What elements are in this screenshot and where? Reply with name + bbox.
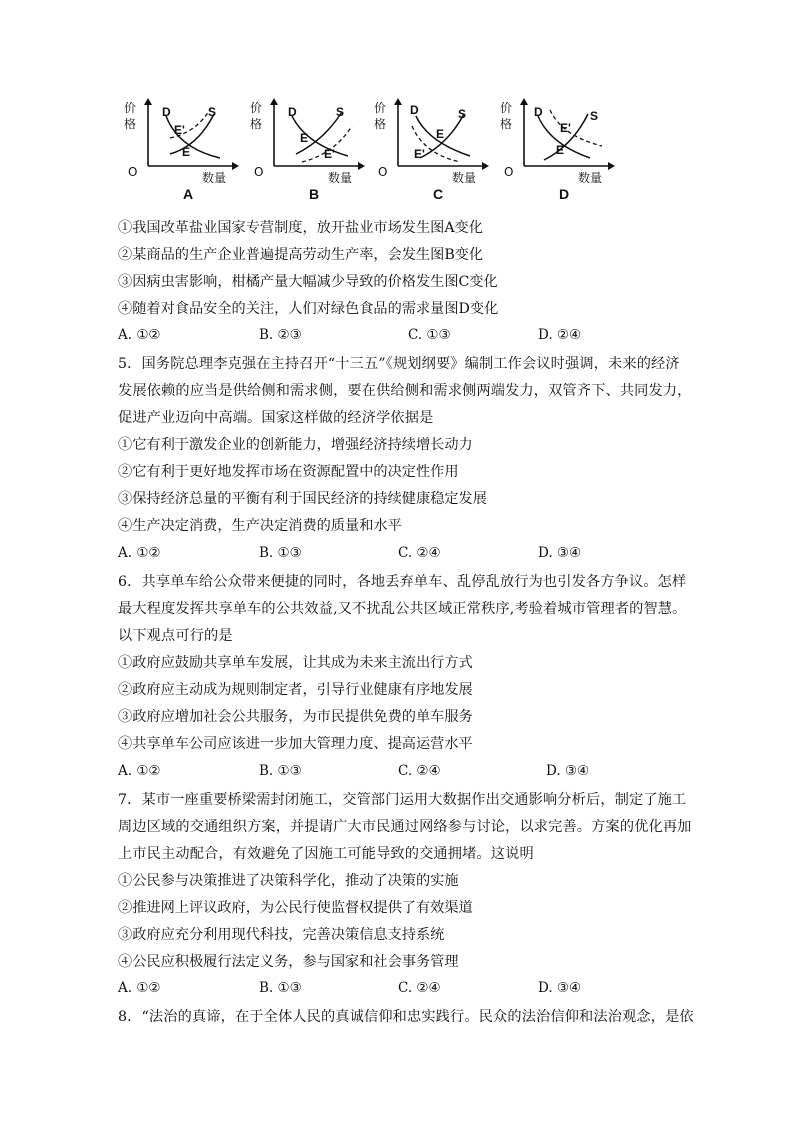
option-b[interactable]: B. ①③ xyxy=(259,980,302,996)
new-equilibrium-label: E' xyxy=(324,147,335,161)
figure-b-graph xyxy=(244,96,362,184)
option-d[interactable]: D. ②④ xyxy=(538,327,582,343)
figure-c xyxy=(368,96,486,206)
option-c[interactable]: C. ②④ xyxy=(398,545,441,561)
y-axis-label-bottom: 格 xyxy=(250,117,263,131)
q7-item-3: ③政府应充分利用现代科技，完善决策信息支持系统 xyxy=(118,927,445,943)
q4-item-4: ④随着对食品安全的关注，人们对绿色食品的需求量图D变化 xyxy=(118,301,499,317)
y-axis-label-bottom: 格 xyxy=(124,117,137,131)
q5-item-3: ③保持经济总量的平衡有利于国民经济的持续健康稳定发展 xyxy=(118,491,487,507)
q5-stem-line-1: 5．国务院总理李克强在主持召开“十三五”《规划纲要》编制工作会议时强调，未来的经济 xyxy=(118,356,680,372)
q5-item-2: ②它有利于更好地发挥市场在资源配置中的决定性作用 xyxy=(118,464,459,480)
demand-label: D xyxy=(410,103,419,117)
q5-item-4: ④生产决定消费，生产决定消费的质量和水平 xyxy=(118,518,402,534)
option-a[interactable]: A. ①② xyxy=(118,980,161,996)
q7-item-1: ①公民参与决策推进了决策科学化，推动了决策的实施 xyxy=(118,873,459,889)
figure-caption: B xyxy=(308,186,320,202)
equilibrium-label: E xyxy=(300,131,309,145)
q5-stem-line-2: 发展依赖的应当是供给侧和需求侧，要在供给侧和需求侧两端发力，双管齐下、共同发力， xyxy=(118,383,692,399)
option-b[interactable]: B. ①③ xyxy=(259,763,302,779)
option-a[interactable]: A. ①② xyxy=(118,763,161,779)
equilibrium-label: E xyxy=(556,143,565,157)
option-d[interactable]: D. ③④ xyxy=(538,980,582,996)
demand-label: D xyxy=(288,105,297,119)
option-c[interactable]: C. ①③ xyxy=(408,327,451,343)
y-axis-label-top: 价 xyxy=(250,101,263,115)
y-axis-label-top: 价 xyxy=(124,101,137,115)
q6-stem-line-1: 6．共享单车给公众带来便捷的同时，各地丢弃单车、乱停乱放行为也引发各方争议。怎样 xyxy=(118,574,687,590)
origin-label: O xyxy=(378,165,388,179)
q7-stem-line-2: 周边区域的交通组织方案，并提请广大市民通过网络参与讨论，以求完善。方案的优化再加 xyxy=(118,819,692,835)
q6-item-1: ①政府应鼓励共享单车发展，让其成为未来主流出行方式 xyxy=(118,655,473,671)
y-axis-label-top: 价 xyxy=(374,101,387,115)
x-axis-label: 数量 xyxy=(578,171,603,185)
origin-label: O xyxy=(254,165,264,179)
option-a[interactable]: A. ①② xyxy=(118,545,161,561)
option-c[interactable]: C. ②④ xyxy=(398,763,441,779)
figure-caption: C xyxy=(432,186,444,202)
q7-item-4: ④公民应积极履行法定义务，参与国家和社会事务管理 xyxy=(118,954,459,970)
y-axis-label-bottom: 格 xyxy=(374,117,387,131)
equilibrium-label: E xyxy=(182,145,191,159)
figure-caption: A xyxy=(182,186,194,202)
y-axis-label-bottom: 格 xyxy=(500,117,513,131)
origin-label: O xyxy=(504,165,514,179)
figure-caption: D xyxy=(558,186,570,202)
figure-d-graph xyxy=(494,96,612,184)
option-d[interactable]: D. ③④ xyxy=(546,763,590,779)
option-c[interactable]: C. ②④ xyxy=(398,980,441,996)
option-b[interactable]: B. ①③ xyxy=(259,545,302,561)
q7-stem-line-1: 7．某市一座重要桥梁需封闭施工，交管部门运用大数据作出交通影响分析后，制定了施工 xyxy=(118,792,687,808)
q6-item-3: ③政府应增加社会公共服务，为市民提供免费的单车服务 xyxy=(118,709,473,725)
q4-item-3: ③因病虫害影响，柑橘产量大幅减少导致的价格发生图C变化 xyxy=(118,274,498,290)
supply-label: S xyxy=(590,109,599,123)
q6-stem-line-2: 最大程度发挥共享单车的公共效益,又不扰乱公共区域正常秩序,考验着城市管理者的智慧。 xyxy=(118,601,687,617)
q6-options xyxy=(118,763,678,783)
supply-label: S xyxy=(336,105,345,119)
supply-demand-figures xyxy=(118,96,618,206)
q4-options xyxy=(118,327,678,347)
figure-d xyxy=(494,96,612,206)
supply-label: S xyxy=(208,105,217,119)
x-axis-label: 数量 xyxy=(328,171,353,185)
q6-item-2: ②政府应主动成为规则制定者，引导行业健康有序地发展 xyxy=(118,682,473,698)
q5-item-1: ①它有利于激发企业的创新能力，增强经济持续增长动力 xyxy=(118,437,473,453)
demand-label: D xyxy=(162,105,171,119)
q6-stem-line-3: 以下观点可行的是 xyxy=(118,628,233,644)
option-b[interactable]: B. ②③ xyxy=(259,327,302,343)
q7-options xyxy=(118,980,678,1000)
figure-b xyxy=(244,96,362,206)
new-equilibrium-label: E' xyxy=(174,123,185,137)
demand-label: D xyxy=(534,105,543,119)
figure-c-graph xyxy=(368,96,486,184)
option-a[interactable]: A. ①② xyxy=(118,327,161,343)
q4-item-1: ①我国改革盐业国家专营制度，放开盐业市场发生图A变化 xyxy=(118,220,483,236)
q5-options xyxy=(118,545,678,565)
new-equilibrium-label: E' xyxy=(560,121,571,135)
y-axis-label-top: 价 xyxy=(500,101,513,115)
figure-a xyxy=(118,96,236,206)
origin-label: O xyxy=(128,165,138,179)
q5-stem-line-3: 促进产业迈向中高端。国家这样做的经济学依据是 xyxy=(118,410,434,426)
q4-item-2: ②某商品的生产企业普遍提高劳动生产率，会发生图B变化 xyxy=(118,247,484,263)
option-d[interactable]: D. ③④ xyxy=(538,545,582,561)
supply-label: S xyxy=(458,107,467,121)
new-equilibrium-label: E' xyxy=(414,147,425,161)
q6-item-4: ④共享单车公司应该进一步加大管理力度、提高运营水平 xyxy=(118,736,473,752)
figure-a-graph xyxy=(118,96,236,184)
q7-stem-line-3: 上市民主动配合，有效避免了因施工可能导致的交通拥堵。这说明 xyxy=(118,846,534,862)
x-axis-label: 数量 xyxy=(452,171,477,185)
q8-stem-line-1: 8．“法治的真谛，在于全体人民的真诚信仰和忠实践行。民众的法治信仰和法治观念，是依 xyxy=(118,1009,694,1025)
q7-item-2: ②推进网上评议政府，为公民行使监督权提供了有效渠道 xyxy=(118,900,473,916)
equilibrium-label: E xyxy=(436,127,445,141)
x-axis-label: 数量 xyxy=(202,171,227,185)
